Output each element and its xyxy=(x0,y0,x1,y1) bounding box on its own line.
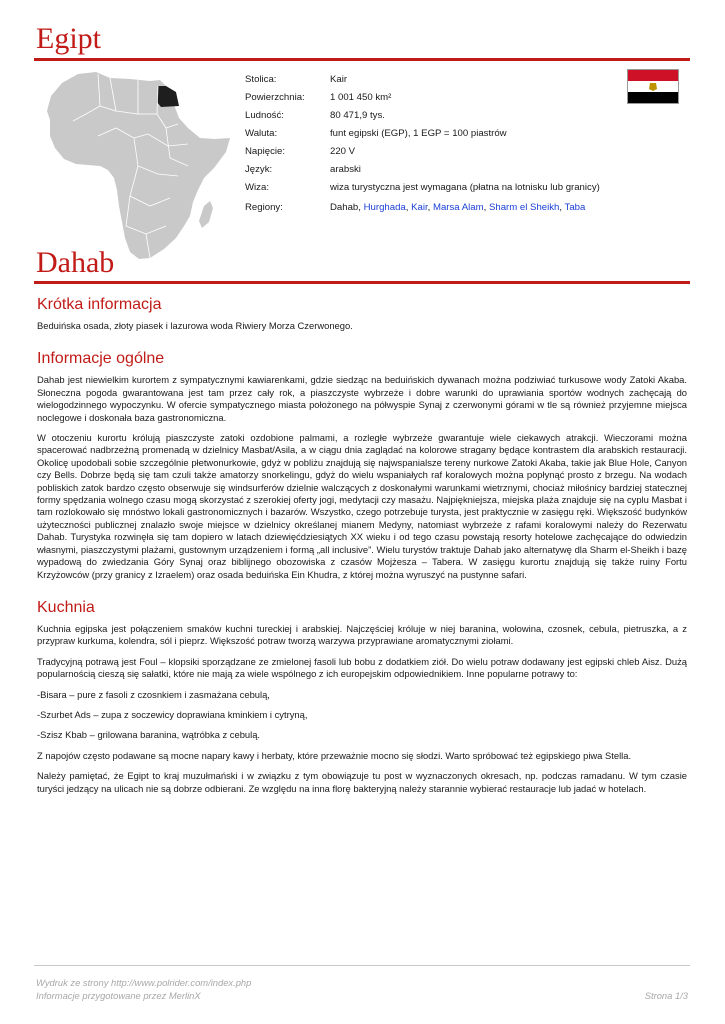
list-item: -Bisara – pure z fasoli z czosnkiem i zasmażana cebulą, xyxy=(37,688,270,700)
paragraph: Tradycyjną potrawą jest Foul – klopsiki sporządzane ze zmielonej fasoli lub bobu z dodatkiem ziół. Do wielu potraw dodawany jest egipski chleb Aisz. Dużą popularnością cieszą się sałatki, które nie mają za wiele wspólnego z ich europejskim odpowiednikiem. Inne popularne potrawy to: xyxy=(37,655,687,680)
short-info-section xyxy=(37,296,687,332)
regions-list: Dahab, Hurghada, Kair, Marsa Alam, Sharm el Sheikh, Taba xyxy=(330,202,586,213)
madagascar-shape xyxy=(199,201,213,228)
page-title: Egipt xyxy=(36,22,101,55)
info-label: Powierzchnia: xyxy=(245,92,305,103)
region-link-sharm-el-sheikh[interactable]: Sharm el Sheikh xyxy=(488,202,560,213)
list-item: -Szurbet Ads – zupa z soczewicy doprawiana kminkiem i cytryną, xyxy=(37,708,308,720)
info-value: 80 471,9 tys. xyxy=(330,110,385,121)
section-heading: Kuchnia xyxy=(37,598,95,616)
info-value: wiza turystyczna jest wymagana (płatna na lotnisku lub granicy) xyxy=(330,182,600,193)
footer-divider xyxy=(34,965,690,966)
paragraph: Należy pamiętać, że Egipt to kraj muzułmański i w związku z tym obowiązuje tu post w wyznaczonych okresach, np. podczas ramadanu. W tym czasie turyści jedzący na ulicach nie są dobrze odbierani. Ze względu na inna florę bakteryjną należy starannie wybierać restauracje lub jadać w hotelach. xyxy=(37,770,687,794)
paragraph: Beduińska osada, złoty piasek i lazurowa woda Riwiery Morza Czerwonego. xyxy=(37,320,353,331)
info-value: 1 001 450 km² xyxy=(330,92,392,103)
info-label: Napięcie: xyxy=(245,146,285,157)
info-label: Stolica: xyxy=(245,74,277,85)
footer-prepared-by: Informacje przygotowane przez MerlinX xyxy=(36,990,201,1001)
region-link-marsa-alam[interactable]: Marsa Alam xyxy=(432,202,484,213)
info-value: Kair xyxy=(330,74,348,85)
info-value: 220 V xyxy=(330,146,356,157)
region-link-kair[interactable]: Kair xyxy=(411,202,428,213)
destination-divider xyxy=(34,281,690,284)
paragraph: Kuchnia egipska jest połączeniem smaków kuchni tureckiej i arabskiej. Najczęściej króluje w niej baranina, wołowina, czosnek, cebula, pietruszka, a z przypraw kurkuma, kolendra, sól i pieprz. Większość potraw tworzą warzywa przyprawiane aromatycznymi ziołami. xyxy=(37,622,687,647)
section-heading: Krótka informacja xyxy=(37,296,162,313)
info-label: Język: xyxy=(245,164,273,175)
paragraph: Z napojów często podawane są mocne napary kawy i herbaty, które przeważnie mocno się słodzi. Warto spróbować też egipskiego piwa Stella. xyxy=(37,749,632,761)
title-divider xyxy=(34,58,690,61)
paragraph: Dahab jest niewielkim kurortem z sympatycznymi kawiarenkami, gdzie siedząc na beduińskich dywanach można podziwiać turkusowe wody Zatoki Akaba. Słoneczna pogoda gwarantowana jest tam przez cały rok, a piaszczyste wybrzeże i dobre warunki do uprawiania sportów wodnych zachęcają do wielogodzinnego wypoczynku. W ofercie sympatycznego miasta położonego na półwyspie Synaj z czerwonymi górami w tle są również przyjemne miejsca noclegowe i doskonała baza gastronomiczna. xyxy=(37,374,687,423)
info-label: Regiony: xyxy=(245,202,283,213)
page-number: Strona 1/3 xyxy=(644,990,688,1001)
paragraph: W otoczeniu kurortu królują piaszczyste zatoki ozdobione palmami, a rozległe wybrzeże gwarantuje wiele ciekawych atrakcji. Wieczorami można spacerować nadbrzeżną promenadą w dzielnicy Masbat/Asila, a w ciągu dnia zaglądać na kolorowe stragany będące kontrastem dla arabskich restauracji. Okolicę upodobali sobie szczególnie płetwonurkowie, gdyż w pobliżu znajdują się najwspanialsze tereny nurkowe Zatoki Akaba, takie jak Blue Hole, Canyon czy Bells. Dobrze będą się tam czuli także amatorzy snorkelingu, gdyż do wielu wspaniałych raf koralowych można popłynąć prosto z brzegu. Na wodach pobliskich zatok bardzo często obserwuje się windsurferów dzielnie walczących z doskonałymi warunkami wietrznymi, chociaż miłośnicy bardziej statecznej formy spędzania wolnego czasu mogą skorzystać z szerokiej oferty jogi, medytacji czy masażu. Najpiękniejsza, miejska plaża znajduje się na cyplu Masbat i tam rozlokowało się mnóstwo lokali gastronomicznych i bazarów. Wszystko, czego potrzebuje turysta, jest praktycznie w zasięgu ręki. Większość budynków użyteczności publicznej znalazło swoje miejsce w dzielnicy określanej mianem Medyny, natomiast wybrzeże z rafami koralowymi należy do Rezerwatu Dahab. Turystyka rozwinęła się tam dopiero w latach dziewięćdziesiątych XX wieku i od tego czasu powstają resorty hotelowe zachęcające do odwiedzin własnymi, piaszczystymi plażami, gustownym urządzeniem i formą „all inclusive”. Wielu turystów traktuje Dahab jako alternatywę dla Sharm el-Sheikh i bazę wypadową do zwiedzania Góry Synaj oraz biblijnego obozowiska z czasów Mojżesza – Tabera. W zasięgu kurortu znajdują się także ruiny Fortu Krzyżowców (przy granicy z Izraelem) oraz osada beduińska Ein Khudra, z której można wyruszyć na pustynne safari. xyxy=(37,432,687,580)
footer-source: Wydruk ze strony http://www.polrider.com/index.php xyxy=(36,977,252,988)
info-label: Ludność: xyxy=(245,110,284,121)
section-heading: Informacje ogólne xyxy=(37,350,165,368)
page-footer xyxy=(36,976,688,1002)
region-current: Dahab xyxy=(330,202,359,213)
general-info-section xyxy=(37,350,687,581)
destination-title: Dahab xyxy=(36,246,115,279)
info-label: Waluta: xyxy=(245,128,278,139)
egypt-highlight-shape xyxy=(157,86,179,107)
info-value: funt egipski (EGP), 1 EGP = 100 piastrów xyxy=(330,128,507,139)
cuisine-section xyxy=(37,599,687,795)
region-link-taba[interactable]: Taba xyxy=(564,202,586,213)
info-value: arabski xyxy=(330,164,361,175)
list-item: -Szisz Kbab – grilowana baranina, wątróbka z cebulą. xyxy=(37,729,261,741)
egypt-flag-icon xyxy=(627,69,679,104)
africa-map-icon xyxy=(38,66,233,266)
region-link-hurghada[interactable]: Hurghada xyxy=(363,202,406,213)
info-label: Wiza: xyxy=(245,182,269,193)
main-content xyxy=(37,296,687,813)
